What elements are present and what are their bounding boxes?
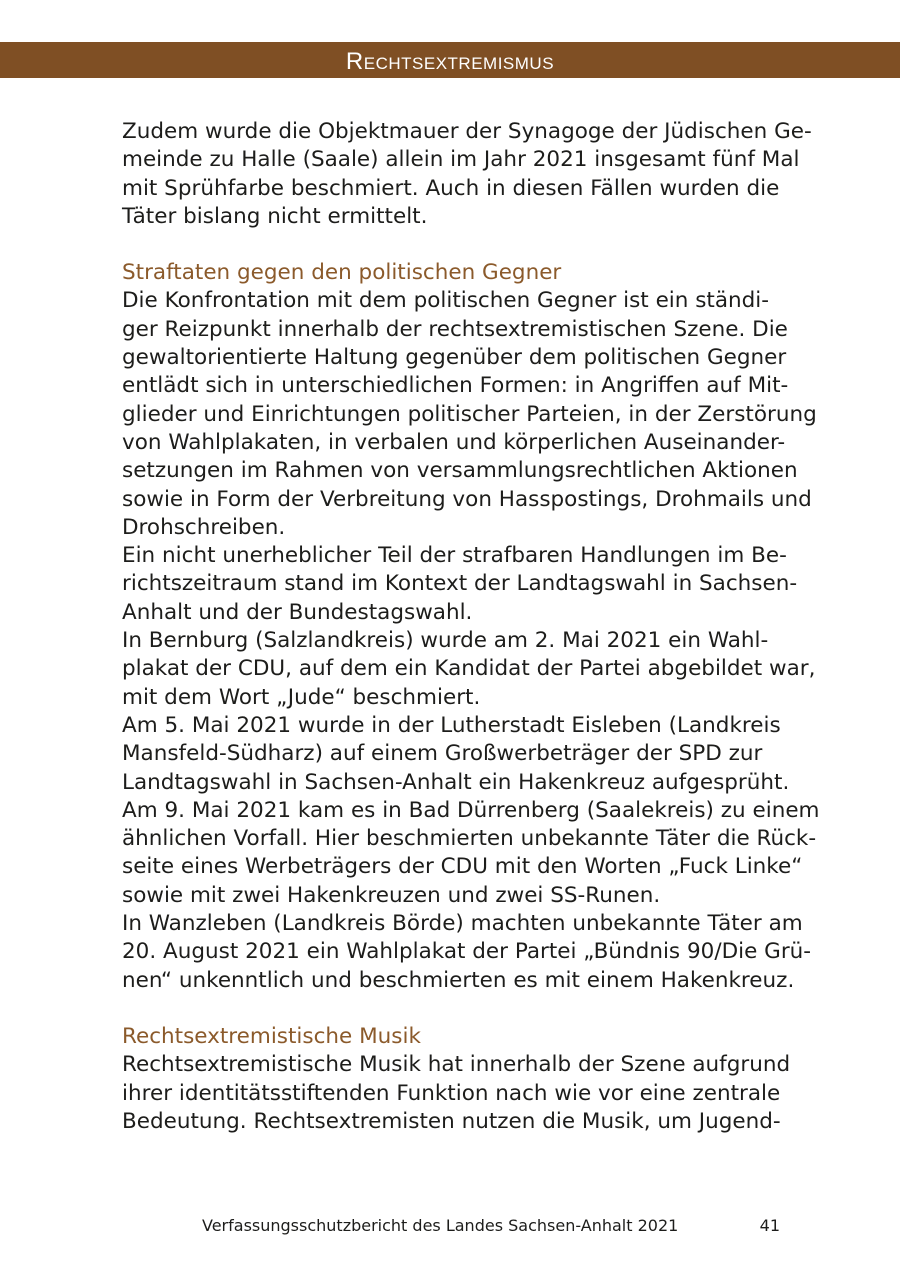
text-line: setzungen im Rahmen von versammlungsrechtlichen Aktionen xyxy=(122,458,798,484)
text-line: ihrer identitätsstiftenden Funktion nach wie vor eine zentrale xyxy=(122,1080,781,1106)
text-line: entlädt sich in unterschiedlichen Formen: in Angriffen auf Mit- xyxy=(122,373,789,399)
text-line: Am 5. Mai 2021 wurde in der Lutherstadt Eisleben (Landkreis xyxy=(122,712,781,738)
text-line: Zudem wurde die Objektmauer der Synagoge der Jüdischen Ge- xyxy=(122,119,812,144)
page-title: Rechtsextremismus xyxy=(345,48,555,75)
text-line: plakat der CDU, auf dem ein Kandidat der Partei abgebildet war, xyxy=(122,656,816,682)
text-line: nen“ unkenntlich und beschmierten es mit einem Hakenkreuz. xyxy=(122,967,795,993)
section-gap xyxy=(122,995,782,1023)
text-line: Bedeutung. Rechtsextremisten nutzen die Musik, um Jugend- xyxy=(122,1108,781,1134)
text-line: ähnlichen Vorfall. Hier beschmierten unbekannte Täter die Rück- xyxy=(122,826,817,852)
text-line: sowie in Form der Verbreitung von Hasspostings, Drohmails und xyxy=(122,486,812,512)
text-line: richtszeitraum stand im Kontext der Landtagswahl in Sachsen- xyxy=(122,571,798,597)
section-heading: Straftaten gegen den politischen Gegner xyxy=(122,260,562,286)
text-line: meinde zu Halle (Saale) allein im Jahr 2021 insgesamt fünf Mal xyxy=(122,147,800,173)
page-footer xyxy=(0,1213,900,1239)
text-line: Drohschreiben. xyxy=(122,514,286,540)
intro-paragraph xyxy=(122,118,812,231)
text-line: Ein nicht unerheblicher Teil der strafbaren Handlungen im Be- xyxy=(122,543,787,569)
text-line: Die Konfrontation mit dem politischen Gegner ist ein ständi- xyxy=(122,288,770,314)
section-music xyxy=(122,1023,791,1136)
text-line: Landtagswahl in Sachsen-Anhalt ein Hakenkreuz aufgesprüht. xyxy=(122,769,790,795)
text-line: Am 9. Mai 2021 kam es in Bad Dürrenberg (Saalekreis) zu einem xyxy=(122,797,820,823)
section-political-opponents xyxy=(122,259,820,995)
text-line: von Wahlplakaten, in verbalen und körperlichen Auseinander- xyxy=(122,429,786,455)
text-line: mit Sprühfarbe beschmiert. Auch in diesen Fällen wurden die xyxy=(122,175,780,201)
text-line: Anhalt und der Bundestagswahl. xyxy=(122,599,473,625)
text-line: mit dem Wort „Jude“ beschmiert. xyxy=(122,684,481,710)
page-number: 41 xyxy=(759,1216,780,1235)
section-gap xyxy=(122,231,782,259)
text-line: In Bernburg (Salzlandkreis) wurde am 2. Mai 2021 ein Wahl- xyxy=(122,628,769,654)
text-line: gewaltorientierte Haltung gegenüber dem politischen Gegner xyxy=(122,345,787,371)
text-line: Mansfeld-Südharz) auf einem Großwerbeträger der SPD zur xyxy=(122,741,763,767)
text-line: Täter bislang nicht ermittelt. xyxy=(122,203,428,229)
text-line: seite eines Werbeträgers der CDU mit den Worten „Fuck Linke“ xyxy=(122,854,803,880)
text-line: sowie mit zwei Hakenkreuzen und zwei SS-Runen. xyxy=(122,882,661,908)
text-line: In Wanzleben (Landkreis Börde) machten unbekannte Täter am xyxy=(122,911,803,937)
text-line: 20. August 2021 ein Wahlplakat der Partei „Bündnis 90/Die Grü- xyxy=(122,939,812,965)
main-content xyxy=(122,118,820,1136)
text-line: ger Reizpunkt innerhalb der rechtsextremistischen Szene. Die xyxy=(122,316,788,342)
text-line: Rechtsextremistische Musik hat innerhalb der Szene aufgrund xyxy=(122,1052,791,1078)
footer-text: Verfassungsschutzbericht des Landes Sachsen-Anhalt 2021 xyxy=(202,1216,679,1235)
text-line: glieder und Einrichtungen politischer Parteien, in der Zerstörung xyxy=(122,401,817,427)
section-heading: Rechtsextremistische Musik xyxy=(122,1023,421,1049)
